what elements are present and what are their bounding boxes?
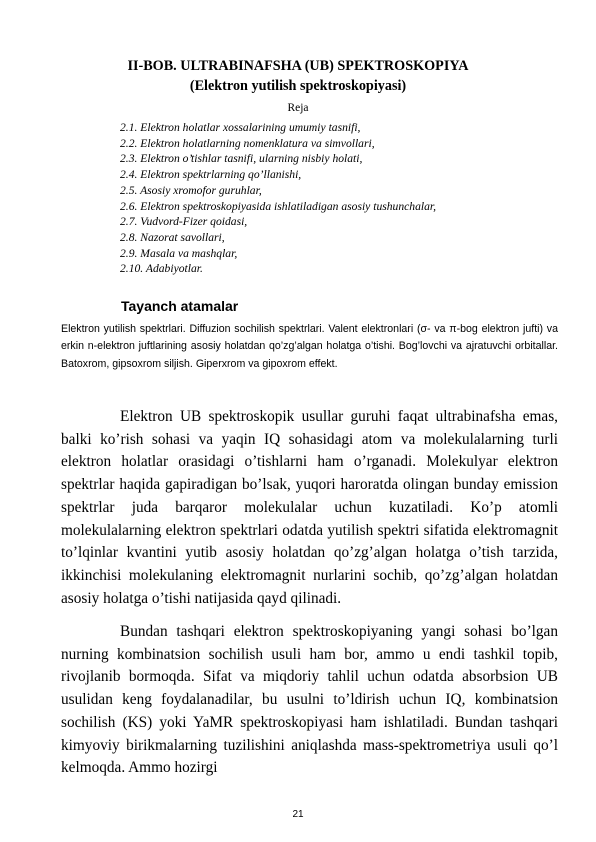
plan-item: 2.4. Elektron spektrlarning qo’llanishi, [120,168,302,182]
key-terms-text: Elektron yutilish spektrlari. Diffuzion sochilish spektrlari. Valent elektronlari (σ- va π-bog elektron jufti) va erkin n-elektron juftlarining asosiy holatdan qo’zg’algan holatga o’tishi. Bog’lovchi va ajratuvchi orbitallar. Batoxrom, gipsoxrom siljish. Giperxrom va gipoxrom effekt. [61,323,558,370]
chapter-title: II-BOB. ULTRABINAFSHA (UB) SPEKTROSKOPIYA [127,58,469,74]
plan-item: 2.8. Nazorat savollari, [120,230,225,244]
body-paragraph-2: Bundan tashqari elektron spektroskopiyaning yangi sohasi bo’lgan nurning kombinatsion sochilish usuli ham bor, ammo u endi tashkil topib, rivojlanib bormoqda. Sifat va miqdoriy tahlil uchun odatda absorbsion UB usulidan keng foydalanadilar, bu usulni to’ldirish uchun IQ, kombinatsion sochilish (KS) yoki YaMR spektroskopiyasi ham ishlatiladi. Bundan tashqari kimyoviy birikmalarning tuzilishini aniqlashda mass-spektrometriya usuli qo’l kelmoqda. Ammo hozirgi [61,623,558,777]
plan-list [120,120,436,277]
key-terms-heading: Tayanch atamalar [121,298,239,314]
plan-item: 2.3. Elektron o’tishlar tasnifi, ularning nisbiy holati, [120,152,363,166]
plan-item: 2.7. Vudvord-Fizer qoidasi, [120,215,248,229]
chapter-subtitle: (Elektron yutilish spektroskopiyasi) [189,78,407,94]
plan-label: Reja [287,102,309,114]
plan-item: 2.1. Elektron holatlar xossalarining umumiy tasnifi, [120,121,361,134]
plan-item: 2.5. Asosiy xromofor guruhlar, [120,183,262,197]
plan-item: 2.9. Masala va mashqlar, [120,246,238,260]
plan-item: 2.10. Adabiyotlar. [120,262,203,276]
plan-item: 2.6. Elektron spektroskopiyasida ishlatiladigan asosiy tushunchalar, [120,199,437,213]
body-paragraph-1: Elektron UB spektroskopik usullar guruhi faqat ultrabinafsha emas, balki ko’rish sohasi va yaqin IQ sohasidagi atom va molekulalarning turli elektron holatlar orasidagi o’tishlarni ham o’rganadi. Molekulyar elektron spektrlar haqida gapiradigan bo’lsak, yuqori haroratda olingan bunday emission spektrlar juda barqaror molekulalar uchun kuzatiladi. Ko’p atomli molekulalarning elektron spektrlari odatda yutilish spektri sifatida elektromagnit to’lqinlar kvantini yutib asosiy holatdan qo’zg’algan holatga o’tish tarzida, ikkinchisi molekulaning elektromagnit nurlarini sochib, qo’zg’algan holatdan asosiy holatga o’tishi natijasida qayd qilinadi. [61,408,558,607]
page-number: 21 [292,809,304,820]
plan-item: 2.2. Elektron holatlarning nomenklatura va simvollari, [120,136,375,150]
